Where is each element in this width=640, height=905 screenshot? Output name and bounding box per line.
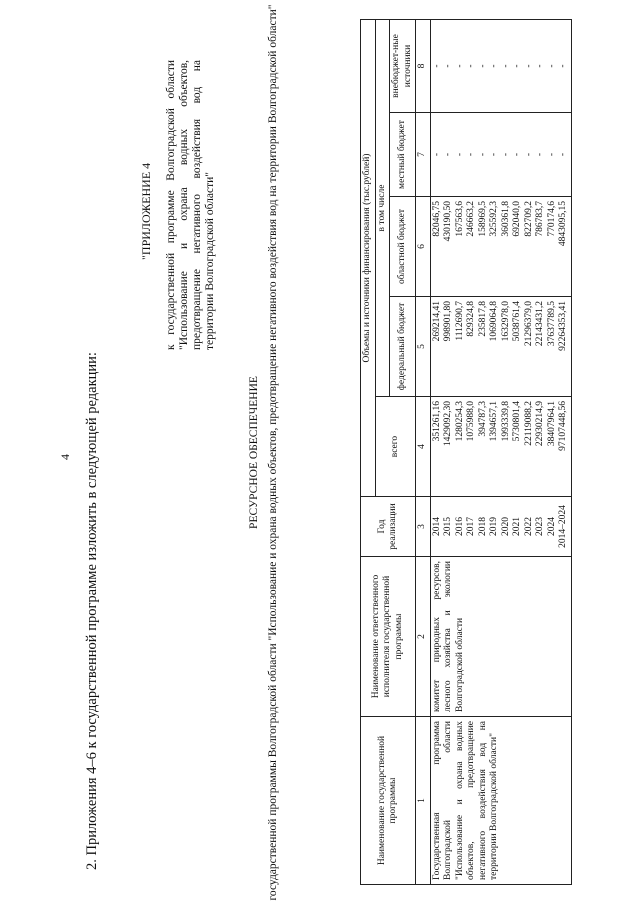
year-value: 2024 [546, 517, 557, 536]
year-value: 2014 [431, 517, 442, 536]
total-value: 351261,16 [431, 401, 442, 442]
local-value: - [454, 152, 465, 157]
federal-value: 269214,41 [431, 301, 442, 342]
local-value: - [489, 152, 499, 157]
intro-text: 2. Приложения 4–6 к государственной программе изложить в следующей редакции: [84, 352, 100, 870]
total-value: 1075988,0 [466, 401, 476, 442]
offbudget-value: - [535, 64, 545, 68]
federal-value: 1069064,8 [489, 301, 499, 342]
header-regional: областной бюджет [390, 197, 416, 297]
local-value: - [523, 152, 534, 157]
appendix-text: к государственной программе Волгоградской области "Использование и охрана водных объектов, предотвращение негативного воздействия вод на территории Волгоградской области" [165, 60, 216, 350]
regional-value: 325592,3 [489, 201, 499, 237]
regional-value: 82046,75 [431, 201, 442, 237]
local-value: - [477, 152, 488, 157]
offbudget-value: - [523, 64, 534, 68]
total-value: 1429092,30 [443, 401, 453, 447]
local-value: - [500, 152, 511, 157]
offbudget-value: - [466, 64, 476, 68]
offbudget-column [430, 19, 571, 112]
total-value: 38407964,1 [546, 401, 557, 447]
header-federal: федеральный бюджет [390, 297, 416, 397]
year-value: 2022 [523, 517, 534, 536]
column-number: 8 [416, 19, 431, 112]
regional-value: 360361,8 [500, 201, 511, 237]
year-column [430, 497, 571, 557]
federal-value: 21296379,0 [523, 301, 534, 347]
local-value: - [535, 152, 545, 157]
page-number: 4 [58, 454, 72, 460]
program-name-cell: Государственная программа Волгоградской области "Использование и охрана водных объектов, предотвращение негативного воздействия вод на территории Волгоградской области" [430, 717, 571, 885]
regional-value: 822709,2 [523, 201, 534, 237]
total-value: 394787,3 [477, 401, 488, 437]
header-offbudget: внебюджет-ные источники [390, 19, 416, 112]
federal-value: 1112690,7 [454, 301, 465, 341]
header-executor: Наименование ответственного исполнителя государственной программы [361, 557, 416, 717]
resource-table [360, 19, 572, 885]
table-row [430, 19, 571, 884]
year-value: 2019 [489, 517, 499, 536]
header-program-name: Наименование государственной программы [361, 717, 416, 885]
offbudget-value: - [431, 64, 442, 68]
column-number: 2 [416, 557, 431, 717]
column-number-row [416, 19, 431, 884]
federal-value: 829324,8 [466, 301, 476, 337]
appendix-title: "ПРИЛОЖЕНИЕ 4 [139, 162, 153, 260]
local-value: - [466, 152, 476, 157]
total-value: 22119088,2 [523, 401, 534, 446]
header-funding: Объемы и источники финансирования (тыс.рублей) [361, 19, 376, 496]
heading-title: РЕСУРСНОЕ ОБЕСПЕЧЕНИЕ [248, 376, 260, 529]
year-value: 2016 [454, 517, 465, 536]
offbudget-value: - [500, 64, 511, 68]
federal-value: 235817,8 [477, 301, 488, 337]
local-value: - [558, 152, 568, 157]
regional-value: 430190,50 [443, 201, 453, 242]
regional-value: 770174,6 [546, 201, 557, 237]
federal-value: 37637789,5 [546, 301, 557, 347]
offbudget-value: - [454, 64, 465, 68]
federal-value: 22143431,2 [535, 301, 545, 347]
offbudget-value: - [512, 64, 522, 68]
local-value: - [546, 152, 557, 157]
heading-subtitle: государственной программы Волгоградской области "Использование и охрана водных объектов, предотвращение негативного воздействия вод на территории Волгоградской области" [267, 4, 279, 901]
federal-value: 5038761,4 [512, 301, 522, 342]
offbudget-value: - [546, 64, 557, 68]
year-value: 2023 [535, 517, 545, 536]
offbudget-value: - [558, 64, 568, 68]
federal-column [430, 297, 571, 397]
column-number: 5 [416, 297, 431, 397]
total-value: 22930214,9 [535, 401, 545, 447]
local-column [430, 113, 571, 197]
offbudget-value: - [443, 64, 453, 68]
year-value: 2020 [500, 517, 511, 536]
column-number: 6 [416, 197, 431, 297]
year-value: 2015 [443, 517, 453, 536]
regional-column [430, 197, 571, 297]
total-value: 1280254,3 [454, 401, 465, 442]
column-number: 1 [416, 717, 431, 885]
federal-value: 998901,80 [443, 301, 453, 342]
local-value: - [512, 152, 522, 157]
total-value: 97107448,56 [558, 401, 568, 451]
regional-value: 158969,5 [477, 201, 488, 237]
section-heading [248, 0, 280, 905]
appendix-block [140, 60, 217, 350]
header-total: всего [375, 397, 416, 497]
column-number: 7 [416, 113, 431, 197]
header-including: в том числе [375, 19, 390, 396]
column-number: 4 [416, 397, 431, 497]
local-value: - [443, 152, 453, 157]
total-value: 5730801,4 [512, 401, 522, 442]
local-value: - [431, 152, 442, 157]
header-year: Год реализации [361, 497, 416, 557]
regional-value: 786783,7 [535, 201, 545, 237]
federal-value: 92264353,41 [558, 301, 568, 351]
year-value: 2018 [477, 517, 488, 536]
total-column [430, 397, 571, 497]
regional-value: 692040,0 [512, 201, 522, 237]
year-value: 2021 [512, 517, 522, 536]
total-value: 1993339,8 [500, 401, 511, 442]
column-number: 3 [416, 497, 431, 557]
offbudget-value: - [477, 64, 488, 68]
header-local: местный бюджет [390, 113, 416, 197]
year-value: 2017 [466, 517, 476, 536]
year-value: 2014–2024 [558, 505, 568, 548]
federal-value: 1632978,0 [500, 301, 511, 342]
executor-cell: комитет природных ресурсов, лесного хозяйства и экологии Волгоградской области [430, 557, 571, 717]
total-value: 1394657,1 [489, 401, 499, 442]
offbudget-value: - [489, 64, 499, 68]
regional-value: 167563,6 [454, 201, 465, 237]
regional-value: 246663,2 [466, 201, 476, 237]
regional-value: 4843095,15 [558, 201, 568, 247]
